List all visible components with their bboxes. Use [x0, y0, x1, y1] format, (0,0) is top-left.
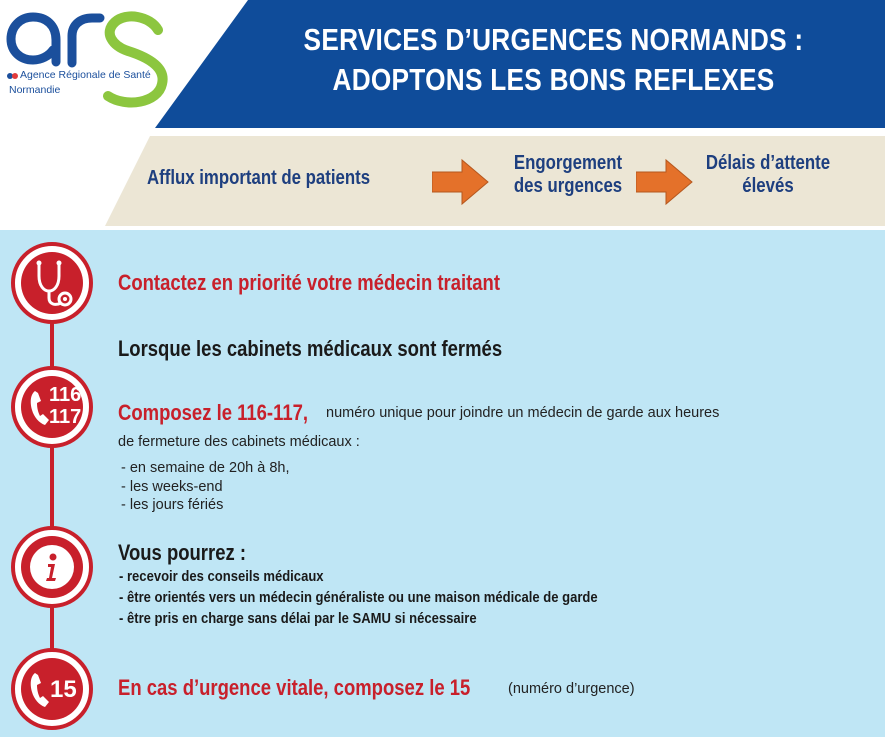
section-3-heading: Vous pourrez : — [118, 540, 247, 565]
flag-red-dot — [12, 73, 18, 79]
flow-step-2-line-1: Engorgement — [513, 152, 623, 174]
list-item: - recevoir des conseils médicaux — [119, 569, 324, 585]
badge-number-15: 15 — [50, 676, 77, 703]
list-item: - les jours fériés — [121, 497, 224, 513]
section-2-text-line-2: de fermeture des cabinets médicaux : — [118, 434, 360, 450]
flow-step-2 — [492, 152, 643, 198]
timeline-line — [50, 290, 54, 680]
ars-wordmark-graphic — [0, 0, 200, 115]
main-content — [0, 230, 885, 737]
stethoscope-icon — [15, 246, 89, 320]
section-4-heading: En cas d’urgence vitale, composez le 15 — [118, 675, 471, 700]
logo-agency-name: Agence Régionale de Santé — [20, 69, 151, 81]
section-1-heading: Contactez en priorité votre médecin traitant — [118, 270, 501, 295]
badge-number-117: 117 — [49, 406, 82, 428]
info-badge — [11, 526, 93, 608]
title-line-1: SERVICES D’URGENCES NORMANDS : — [303, 23, 804, 57]
section-2-subheading: Lorsque les cabinets médicaux sont fermés — [118, 336, 503, 361]
list-item: - en semaine de 20h à 8h, — [121, 460, 290, 476]
section-2-heading-row — [118, 400, 344, 426]
ars-logo — [0, 0, 200, 128]
section-2-inline-text: numéro unique pour joindre un médecin de garde aux heures — [326, 405, 720, 421]
flow-step-3-line-2: élevés — [742, 175, 794, 197]
logo-region-name: Normandie — [9, 84, 61, 96]
flow-banner — [0, 136, 885, 226]
phone-15-badge — [11, 648, 93, 730]
phone-116-117-badge — [11, 366, 93, 448]
flow-step-1: Afflux important de patients — [147, 167, 371, 189]
flow-step-2-line-2: des urgences — [513, 175, 623, 197]
page-title — [246, 20, 861, 100]
stethoscope-badge — [11, 242, 93, 324]
list-item: - être orientés vers un médecin généraliste ou une maison médicale de garde — [119, 590, 598, 606]
section-4-note: (numéro d’urgence) — [508, 681, 635, 697]
arrow-right-icon — [432, 158, 490, 206]
section-2-heading: Composez le 116-117, — [118, 400, 309, 425]
badge-number-116: 116 — [49, 384, 82, 406]
info-icon — [15, 530, 89, 604]
flow-step-3-line-1: Délais d’attente — [705, 152, 831, 174]
header — [0, 0, 885, 228]
list-item: - les weeks-end — [121, 479, 223, 495]
list-item: - être pris en charge sans délai par le SAMU si nécessaire — [119, 611, 477, 627]
flow-step-3 — [692, 152, 843, 198]
title-line-2: ADOPTONS LES BONS REFLEXES — [332, 63, 775, 97]
arrow-right-icon — [636, 158, 694, 206]
